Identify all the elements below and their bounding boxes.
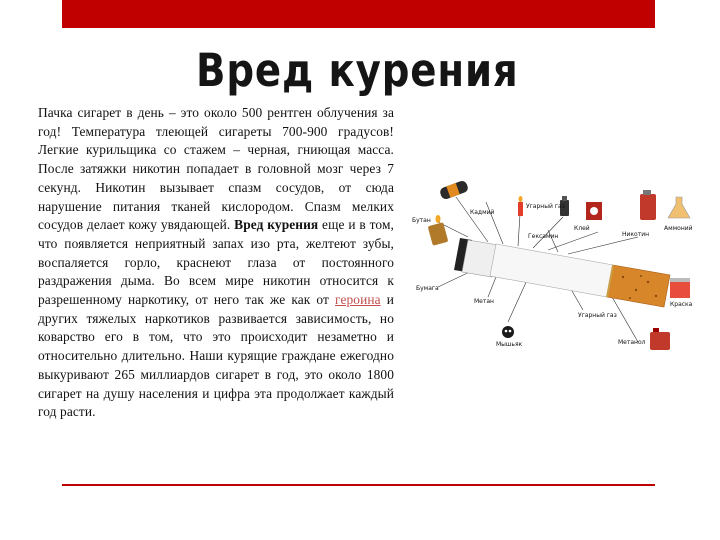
bottom-divider (62, 484, 655, 486)
label-metanol: Метанол (618, 339, 646, 346)
label-ugarny-1: Угарный газ (526, 203, 565, 210)
paragraph-part-3: и других тяжелых наркотиков развивается зависимость, но коварство его в том, что это происходит незаметно и относительно длительно. Наши курящие граждане ежегодно выкуривают 265 миллиардов сигарет в год, это около 1800 сигарет на душу населения и цифра эта продолжает каждый год расти. (38, 292, 394, 420)
nicotine-canister-icon (640, 190, 656, 220)
label-ugarny-2: Угарный газ (578, 312, 617, 319)
label-metan: Метан (474, 298, 494, 305)
skull-icon (502, 326, 514, 338)
ammonium-flask-icon (668, 197, 690, 218)
label-kraska: Краска (670, 301, 693, 308)
slide-title: Вред курения (196, 44, 519, 97)
label-geksamin: Гексамин (528, 233, 559, 240)
paragraph-part-2: еще и в том, что появляется неприятный запах изо рта, желтеют зубы, воспаляется горло, краснеют глаза от постоянного раздражения дыма. Во всем мире никотин относится к разрешенному наркотику, от него так же как от (38, 217, 394, 308)
body-paragraph (38, 104, 394, 422)
label-bumaga: Бумага (416, 285, 439, 292)
heroin-link[interactable]: героина (335, 292, 381, 308)
label-nikotin: Никотин (622, 231, 650, 238)
label-myshyak: Мышьяк (496, 341, 523, 348)
top-accent-bar (62, 0, 655, 28)
paint-can-icon (670, 278, 690, 298)
lighter-icon (428, 215, 449, 246)
label-ammoniy: Аммоний (664, 225, 693, 232)
label-kadmiy: Кадмий (470, 209, 495, 216)
bold-phrase: Вред курения (234, 217, 319, 233)
poison-box-icon (586, 202, 602, 220)
label-kley: Клей (574, 225, 590, 232)
cigarette-diagram (408, 172, 708, 357)
cigarette-icon (454, 238, 670, 307)
paragraph-part-1: Пачка сигарет в день – это около 500 рентген облучения за год! Температура тлеющей сигареты 700-900 градусов! Легкие курильщика со стажем – черная, гниющая масса. После затяжки никотин попадает в головной мозг через 7 секунд. Никотин вызывает спазм сосудов, от сюда нарушение питания тканей кислородом. Спазм мелких сосудов делает кожу увядающей. (38, 105, 394, 233)
battery-icon (439, 180, 469, 201)
candle-icon (518, 196, 523, 216)
fuel-canister-icon (650, 328, 670, 350)
label-butan: Бутан (412, 217, 431, 224)
cigarette-ingredients-illustration (408, 172, 708, 357)
